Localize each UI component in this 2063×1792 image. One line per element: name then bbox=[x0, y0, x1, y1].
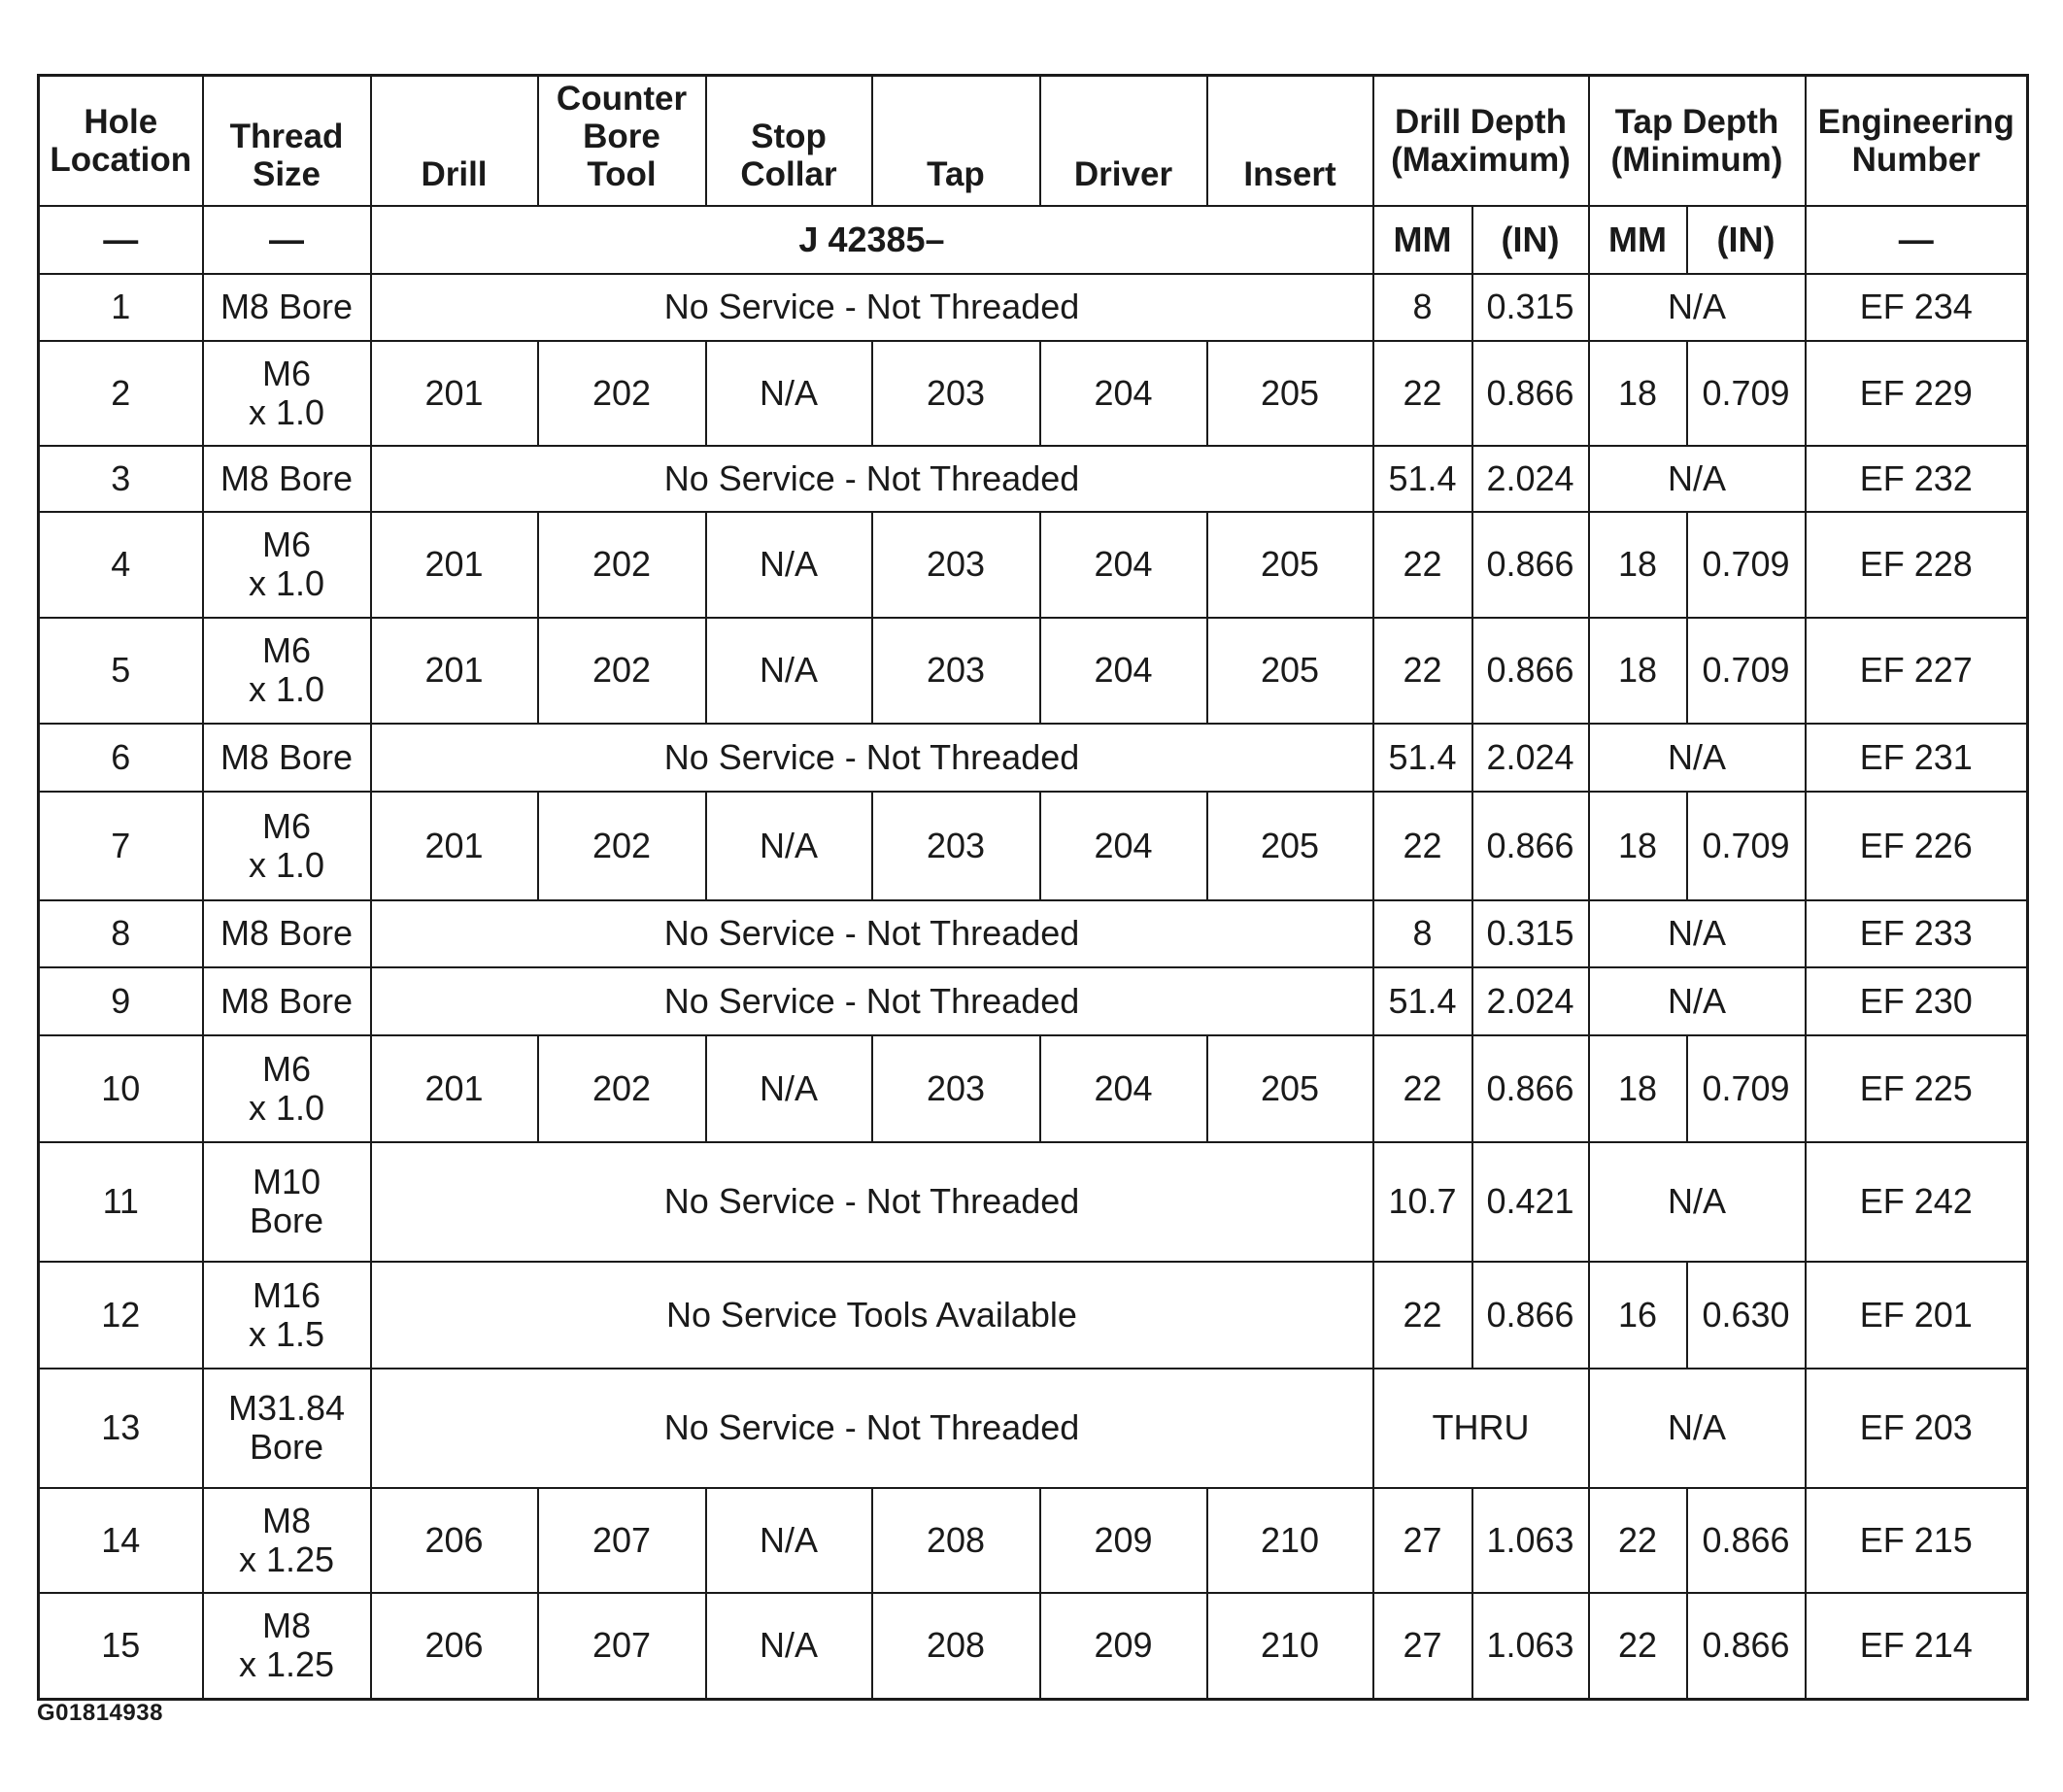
tap-cell: 208 bbox=[872, 1488, 1040, 1593]
header-tap-depth: Tap Depth (Minimum) bbox=[1589, 76, 1806, 206]
stop-collar-cell: N/A bbox=[706, 1593, 872, 1700]
thread-size-cell: M6 x 1.0 bbox=[203, 792, 371, 900]
header-drill: Drill bbox=[371, 76, 538, 206]
service-note-cell: No Service - Not Threaded bbox=[371, 724, 1373, 792]
engineering-number-cell: EF 227 bbox=[1806, 618, 2028, 724]
engineering-number-cell: EF 231 bbox=[1806, 724, 2028, 792]
counter-bore-cell: 202 bbox=[538, 341, 706, 446]
table-row bbox=[39, 618, 2028, 724]
units-tap-in: (IN) bbox=[1687, 206, 1806, 274]
drill-depth-in-cell: 0.421 bbox=[1472, 1142, 1589, 1262]
drill-depth-mm-cell: 22 bbox=[1373, 341, 1472, 446]
units-kit-number: J 42385– bbox=[371, 206, 1373, 274]
tap-depth-in-cell: 0.709 bbox=[1687, 512, 1806, 618]
driver-cell: 209 bbox=[1040, 1488, 1207, 1593]
drill-depth-mm-cell: 27 bbox=[1373, 1593, 1472, 1700]
table-row bbox=[39, 967, 2028, 1035]
header-counter-bore-tool: Counter Bore Tool bbox=[538, 76, 706, 206]
thread-size-cell: M31.84 Bore bbox=[203, 1369, 371, 1488]
tap-depth-in-cell: 0.866 bbox=[1687, 1488, 1806, 1593]
tap-depth-cell: N/A bbox=[1589, 1369, 1806, 1488]
hole-location-cell: 3 bbox=[39, 446, 203, 512]
counter-bore-cell: 202 bbox=[538, 618, 706, 724]
units-dash: — bbox=[203, 206, 371, 274]
drill-cell: 206 bbox=[371, 1593, 538, 1700]
drill-cell: 201 bbox=[371, 341, 538, 446]
stop-collar-cell: N/A bbox=[706, 512, 872, 618]
header-drill-depth: Drill Depth (Maximum) bbox=[1373, 76, 1589, 206]
thread-size-cell: M6 x 1.0 bbox=[203, 341, 371, 446]
tap-depth-in-cell: 0.630 bbox=[1687, 1262, 1806, 1369]
driver-cell: 209 bbox=[1040, 1593, 1207, 1700]
table-row bbox=[39, 1369, 2028, 1488]
tap-cell: 208 bbox=[872, 1593, 1040, 1700]
table-row bbox=[39, 274, 2028, 341]
hole-location-cell: 12 bbox=[39, 1262, 203, 1369]
counter-bore-cell: 202 bbox=[538, 1035, 706, 1142]
hole-location-cell: 13 bbox=[39, 1369, 203, 1488]
stop-collar-cell: N/A bbox=[706, 618, 872, 724]
drill-depth-in-cell: 1.063 bbox=[1472, 1488, 1589, 1593]
service-note-cell: No Service - Not Threaded bbox=[371, 900, 1373, 967]
tap-depth-cell: N/A bbox=[1589, 1142, 1806, 1262]
tap-depth-cell: N/A bbox=[1589, 446, 1806, 512]
thread-size-cell: M8 Bore bbox=[203, 724, 371, 792]
table-row bbox=[39, 1142, 2028, 1262]
drill-depth-in-cell: 0.866 bbox=[1472, 512, 1589, 618]
counter-bore-cell: 202 bbox=[538, 512, 706, 618]
drill-depth-in-cell: 0.866 bbox=[1472, 792, 1589, 900]
thread-size-cell: M6 x 1.0 bbox=[203, 618, 371, 724]
header-tap: Tap bbox=[872, 76, 1040, 206]
engineering-number-cell: EF 242 bbox=[1806, 1142, 2028, 1262]
table-row bbox=[39, 446, 2028, 512]
insert-cell: 205 bbox=[1207, 512, 1373, 618]
tap-depth-cell: N/A bbox=[1589, 967, 1806, 1035]
thread-size-cell: M8 Bore bbox=[203, 446, 371, 512]
units-row bbox=[39, 206, 2028, 274]
drill-depth-in-cell: 0.315 bbox=[1472, 900, 1589, 967]
drill-depth-mm-cell: 10.7 bbox=[1373, 1142, 1472, 1262]
engineering-number-cell: EF 226 bbox=[1806, 792, 2028, 900]
tap-depth-in-cell: 0.866 bbox=[1687, 1593, 1806, 1700]
table-row bbox=[39, 792, 2028, 900]
table-row bbox=[39, 1262, 2028, 1369]
drill-cell: 206 bbox=[371, 1488, 538, 1593]
thread-size-cell: M6 x 1.0 bbox=[203, 1035, 371, 1142]
engineering-number-cell: EF 203 bbox=[1806, 1369, 2028, 1488]
thread-size-cell: M8 x 1.25 bbox=[203, 1593, 371, 1700]
drill-depth-mm-cell: 51.4 bbox=[1373, 967, 1472, 1035]
service-note-cell: No Service Tools Available bbox=[371, 1262, 1373, 1369]
tap-depth-mm-cell: 22 bbox=[1589, 1593, 1687, 1700]
tap-cell: 203 bbox=[872, 1035, 1040, 1142]
tap-depth-mm-cell: 22 bbox=[1589, 1488, 1687, 1593]
drill-depth-in-cell: 0.315 bbox=[1472, 274, 1589, 341]
hole-location-cell: 1 bbox=[39, 274, 203, 341]
driver-cell: 204 bbox=[1040, 792, 1207, 900]
drill-cell: 201 bbox=[371, 1035, 538, 1142]
insert-cell: 205 bbox=[1207, 792, 1373, 900]
table-row bbox=[39, 900, 2028, 967]
hole-location-cell: 5 bbox=[39, 618, 203, 724]
tap-depth-in-cell: 0.709 bbox=[1687, 1035, 1806, 1142]
tap-depth-cell: N/A bbox=[1589, 900, 1806, 967]
service-note-cell: No Service - Not Threaded bbox=[371, 446, 1373, 512]
counter-bore-cell: 202 bbox=[538, 792, 706, 900]
engineering-number-cell: EF 214 bbox=[1806, 1593, 2028, 1700]
tap-depth-mm-cell: 18 bbox=[1589, 618, 1687, 724]
drill-depth-mm-cell: 8 bbox=[1373, 274, 1472, 341]
drill-depth-in-cell: 0.866 bbox=[1472, 1262, 1589, 1369]
driver-cell: 204 bbox=[1040, 1035, 1207, 1142]
drill-cell: 201 bbox=[371, 792, 538, 900]
drill-depth-mm-cell: 51.4 bbox=[1373, 724, 1472, 792]
insert-cell: 205 bbox=[1207, 341, 1373, 446]
header-engineering-number: Engineering Number bbox=[1806, 76, 2028, 206]
tap-depth-mm-cell: 18 bbox=[1589, 341, 1687, 446]
units-tap-mm: MM bbox=[1589, 206, 1687, 274]
drill-depth-in-cell: 0.866 bbox=[1472, 1035, 1589, 1142]
drill-depth-mm-cell: 51.4 bbox=[1373, 446, 1472, 512]
hole-location-cell: 6 bbox=[39, 724, 203, 792]
engineering-number-cell: EF 230 bbox=[1806, 967, 2028, 1035]
insert-cell: 205 bbox=[1207, 618, 1373, 724]
service-chart bbox=[37, 74, 2026, 1685]
engineering-number-cell: EF 215 bbox=[1806, 1488, 2028, 1593]
hole-location-cell: 2 bbox=[39, 341, 203, 446]
tap-depth-mm-cell: 18 bbox=[1589, 512, 1687, 618]
driver-cell: 204 bbox=[1040, 341, 1207, 446]
tap-depth-cell: N/A bbox=[1589, 274, 1806, 341]
header-stop-collar: Stop Collar bbox=[706, 76, 872, 206]
units-drill-in: (IN) bbox=[1472, 206, 1589, 274]
tap-depth-in-cell: 0.709 bbox=[1687, 341, 1806, 446]
table-row bbox=[39, 1488, 2028, 1593]
counter-bore-cell: 207 bbox=[538, 1488, 706, 1593]
drill-depth-in-cell: 0.866 bbox=[1472, 341, 1589, 446]
thread-repair-table bbox=[37, 74, 2029, 1701]
driver-cell: 204 bbox=[1040, 618, 1207, 724]
hole-location-cell: 4 bbox=[39, 512, 203, 618]
service-note-cell: No Service - Not Threaded bbox=[371, 274, 1373, 341]
engineering-number-cell: EF 229 bbox=[1806, 341, 2028, 446]
thread-size-cell: M16 x 1.5 bbox=[203, 1262, 371, 1369]
header-row bbox=[39, 76, 2028, 206]
units-dash: — bbox=[1806, 206, 2028, 274]
drill-depth-mm-cell: 22 bbox=[1373, 792, 1472, 900]
engineering-number-cell: EF 232 bbox=[1806, 446, 2028, 512]
counter-bore-cell: 207 bbox=[538, 1593, 706, 1700]
tap-depth-in-cell: 0.709 bbox=[1687, 618, 1806, 724]
header-hole-location: Hole Location bbox=[39, 76, 203, 206]
drill-cell: 201 bbox=[371, 618, 538, 724]
drill-depth-in-cell: 0.866 bbox=[1472, 618, 1589, 724]
tap-depth-in-cell: 0.709 bbox=[1687, 792, 1806, 900]
table-row bbox=[39, 512, 2028, 618]
drill-depth-mm-cell: 8 bbox=[1373, 900, 1472, 967]
header-driver: Driver bbox=[1040, 76, 1207, 206]
service-note-cell: No Service - Not Threaded bbox=[371, 1142, 1373, 1262]
hole-location-cell: 8 bbox=[39, 900, 203, 967]
stop-collar-cell: N/A bbox=[706, 792, 872, 900]
header-insert: Insert bbox=[1207, 76, 1373, 206]
tap-depth-cell: N/A bbox=[1589, 724, 1806, 792]
stop-collar-cell: N/A bbox=[706, 341, 872, 446]
hole-location-cell: 7 bbox=[39, 792, 203, 900]
units-drill-mm: MM bbox=[1373, 206, 1472, 274]
drill-depth-mm-cell: 22 bbox=[1373, 1262, 1472, 1369]
engineering-number-cell: EF 228 bbox=[1806, 512, 2028, 618]
drill-depth-mm-cell: 22 bbox=[1373, 512, 1472, 618]
units-dash: — bbox=[39, 206, 203, 274]
thread-size-cell: M6 x 1.0 bbox=[203, 512, 371, 618]
tap-cell: 203 bbox=[872, 341, 1040, 446]
drill-depth-mm-cell: 22 bbox=[1373, 618, 1472, 724]
stop-collar-cell: N/A bbox=[706, 1488, 872, 1593]
service-note-cell: No Service - Not Threaded bbox=[371, 967, 1373, 1035]
header-thread-size: Thread Size bbox=[203, 76, 371, 206]
engineering-number-cell: EF 233 bbox=[1806, 900, 2028, 967]
tap-depth-mm-cell: 18 bbox=[1589, 792, 1687, 900]
driver-cell: 204 bbox=[1040, 512, 1207, 618]
drill-depth-in-cell: 1.063 bbox=[1472, 1593, 1589, 1700]
thread-size-cell: M8 Bore bbox=[203, 274, 371, 341]
drill-depth-mm-cell: 22 bbox=[1373, 1035, 1472, 1142]
insert-cell: 210 bbox=[1207, 1488, 1373, 1593]
drill-depth-in-cell: 2.024 bbox=[1472, 724, 1589, 792]
table-row bbox=[39, 1593, 2028, 1700]
table-row bbox=[39, 724, 2028, 792]
thread-size-cell: M8 Bore bbox=[203, 967, 371, 1035]
tap-cell: 203 bbox=[872, 792, 1040, 900]
table-row bbox=[39, 341, 2028, 446]
insert-cell: 205 bbox=[1207, 1035, 1373, 1142]
tap-cell: 203 bbox=[872, 512, 1040, 618]
stop-collar-cell: N/A bbox=[706, 1035, 872, 1142]
drill-cell: 201 bbox=[371, 512, 538, 618]
drill-depth-mm-cell: 27 bbox=[1373, 1488, 1472, 1593]
table-row bbox=[39, 1035, 2028, 1142]
drill-depth-in-cell: 2.024 bbox=[1472, 967, 1589, 1035]
tap-depth-mm-cell: 18 bbox=[1589, 1035, 1687, 1142]
drill-depth-cell: THRU bbox=[1373, 1369, 1589, 1488]
engineering-number-cell: EF 225 bbox=[1806, 1035, 2028, 1142]
thread-size-cell: M8 x 1.25 bbox=[203, 1488, 371, 1593]
figure-id: G01814938 bbox=[37, 1700, 163, 1726]
engineering-number-cell: EF 201 bbox=[1806, 1262, 2028, 1369]
engineering-number-cell: EF 234 bbox=[1806, 274, 2028, 341]
tap-depth-mm-cell: 16 bbox=[1589, 1262, 1687, 1369]
hole-location-cell: 15 bbox=[39, 1593, 203, 1700]
thread-size-cell: M8 Bore bbox=[203, 900, 371, 967]
hole-location-cell: 10 bbox=[39, 1035, 203, 1142]
insert-cell: 210 bbox=[1207, 1593, 1373, 1700]
drill-depth-in-cell: 2.024 bbox=[1472, 446, 1589, 512]
hole-location-cell: 14 bbox=[39, 1488, 203, 1593]
service-note-cell: No Service - Not Threaded bbox=[371, 1369, 1373, 1488]
thread-size-cell: M10 Bore bbox=[203, 1142, 371, 1262]
hole-location-cell: 9 bbox=[39, 967, 203, 1035]
hole-location-cell: 11 bbox=[39, 1142, 203, 1262]
tap-cell: 203 bbox=[872, 618, 1040, 724]
